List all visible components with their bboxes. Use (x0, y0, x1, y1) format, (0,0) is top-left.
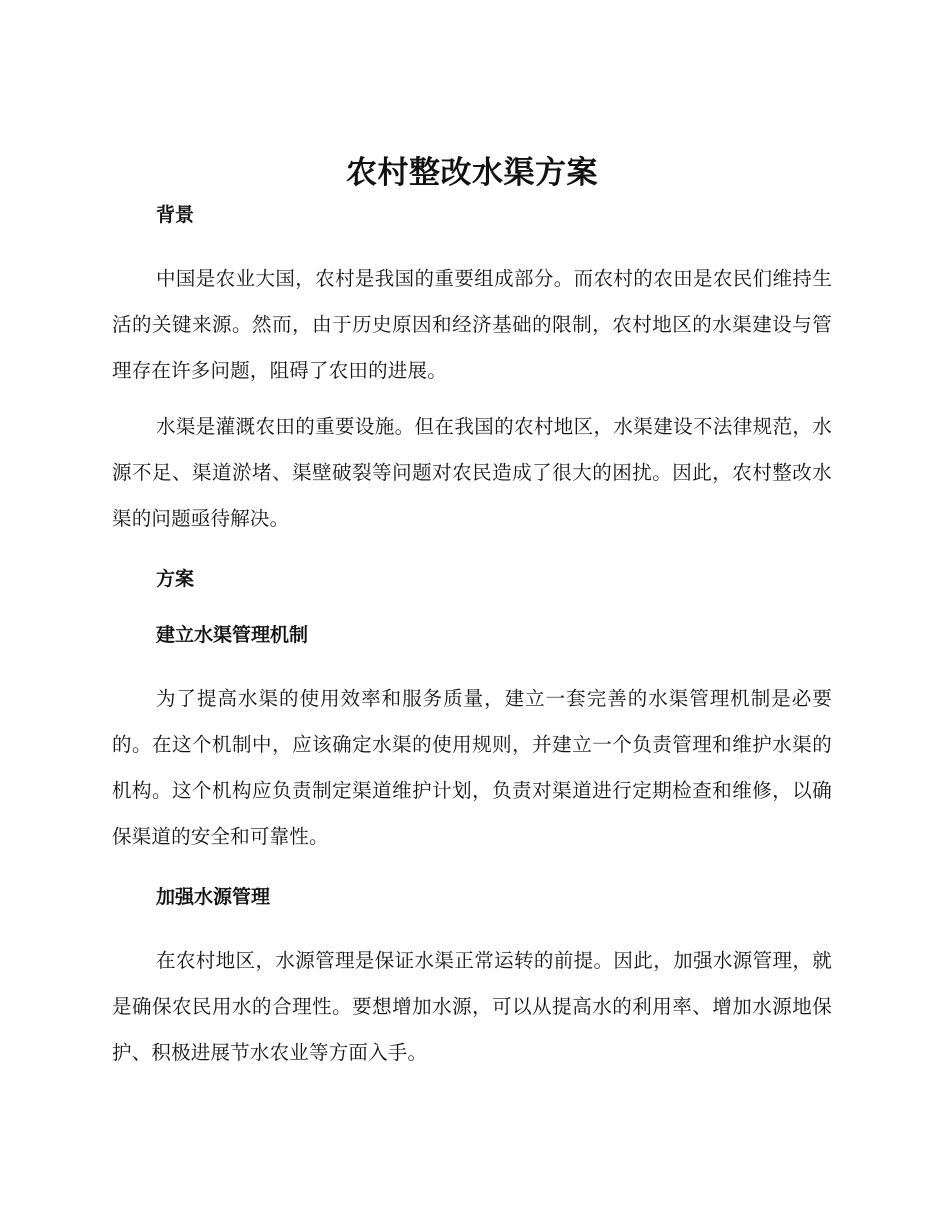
paragraph-background-1: 中国是农业大国，农村是我国的重要组成部分。而农村的农田是农民们维持生活的关键来源。然而，由于历史原因和经济基础的限制，农村地区的水渠建设与管理存在许多问题，阻碍了农田的进展。 (112, 267, 832, 382)
section-heading-management-mechanism: 建立水渠管理机制 (156, 624, 309, 646)
section-heading-water-source: 加强水源管理 (156, 886, 271, 908)
paragraph-water-source: 在农村地区，水源管理是保证水渠正常运转的前提。因此，加强水源管理，就是确保农民用水的合理性。要想增加水源，可以从提高水的利用率、增加水源地保护、积极进展节水农业等方面入手。 (112, 949, 832, 1064)
section-heading-background: 背景 (156, 204, 195, 226)
paragraph-management-mechanism: 为了提高水渠的使用效率和服务质量，建立一套完善的水渠管理机制是必要的。在这个机制中，应该确定水渠的使用规则，并建立一个负责管理和维护水渠的机构。这个机构应负责制定渠道维护计划，负责对渠道进行定期检查和维修，以确保渠道的安全和可靠性。 (112, 687, 832, 848)
document-title: 农村整改水渠方案 (346, 155, 598, 191)
document-page (112, 150, 832, 1086)
paragraph-background-2: 水渠是灌溉农田的重要设施。但在我国的农村地区，水渠建设不法律规范，水源不足、渠道淤堵、渠壁破裂等问题对农民造成了很大的困扰。因此，农村整改水渠的问题亟待解决。 (112, 415, 832, 530)
section-heading-plan: 方案 (156, 568, 195, 590)
